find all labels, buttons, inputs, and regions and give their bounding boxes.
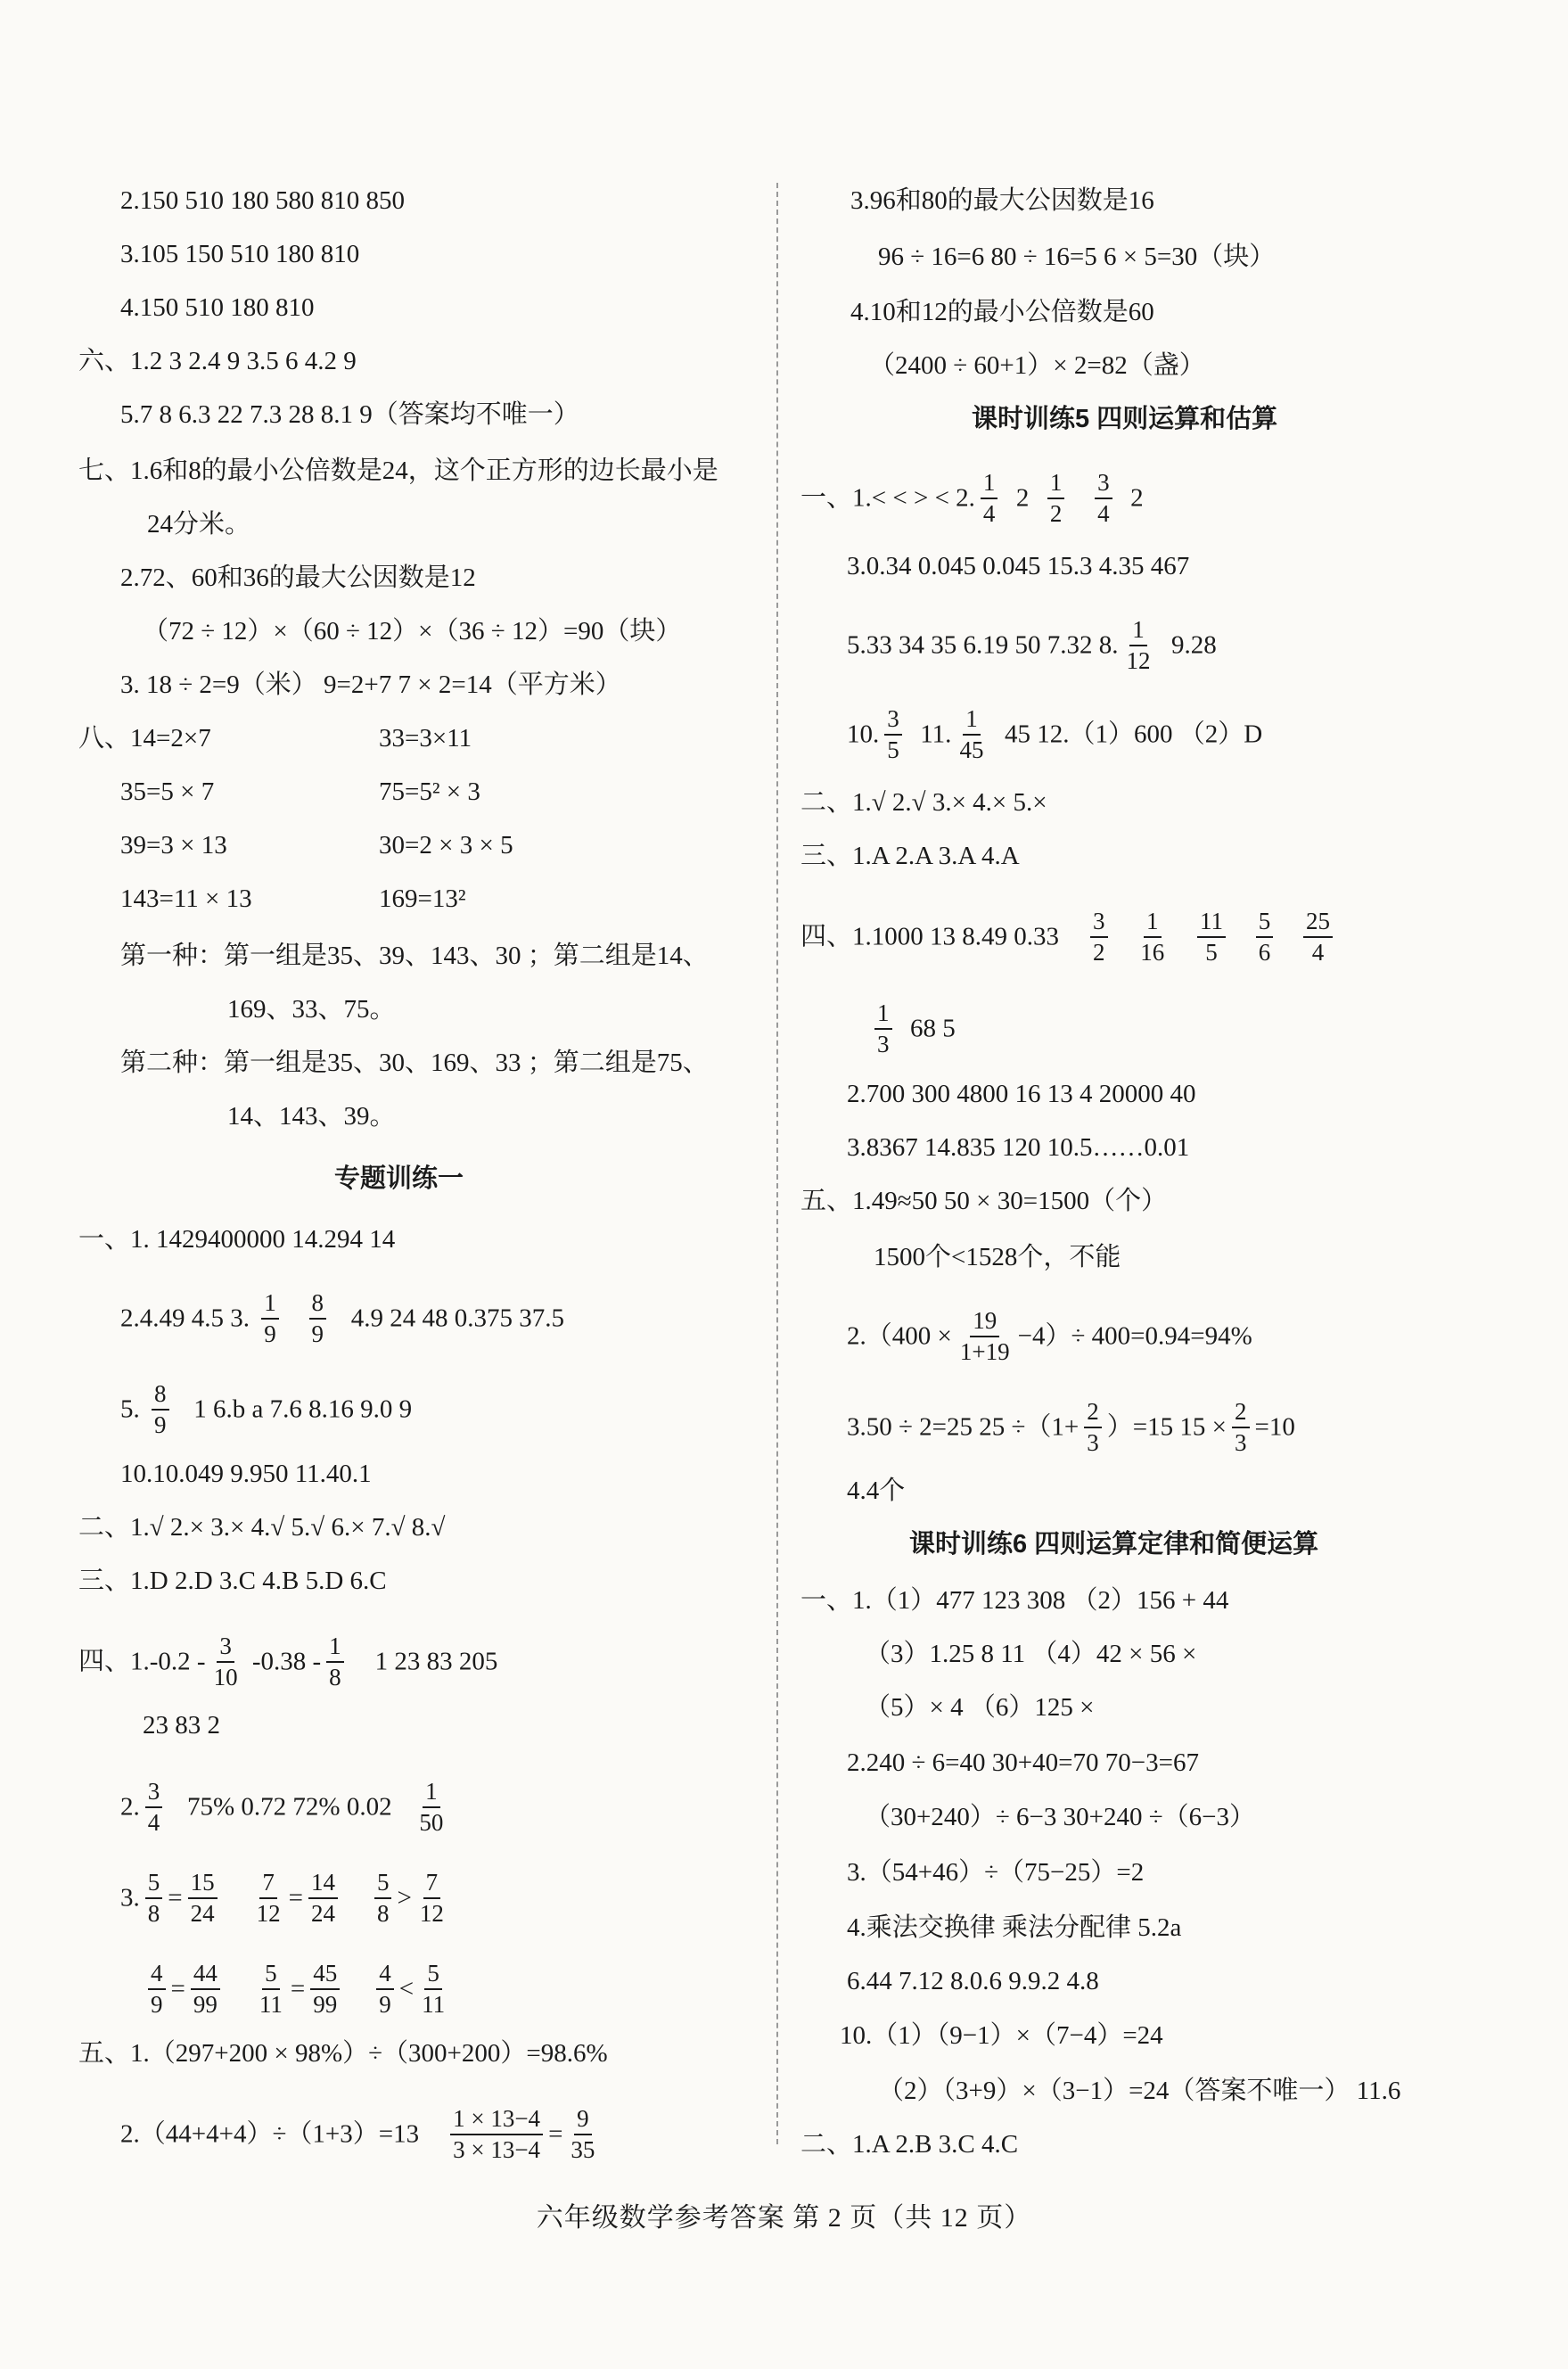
answer-line: （3）1.25 8 11 （4）42 × 56 × [865, 1640, 1197, 1668]
answer-line: 2.700 300 4800 16 13 4 20000 40 [847, 1080, 1196, 1108]
fraction: $\frac{11}{5}$ [1197, 909, 1226, 965]
answer-line: 三、1.D 2.D 3.C 4.B 5.D 6.C [78, 1567, 387, 1595]
fraction: $\frac{5}{11}$ [259, 1960, 283, 2018]
fraction: $\frac{4}{9}$ [376, 1962, 394, 2017]
fraction: $\frac{7}{12}$ [419, 1869, 444, 1927]
answer-line: 3. 18 ÷ 2=9（米） 9=2+7 7 × 2=14（平方米） [120, 670, 621, 699]
answer-line: 23 83 2 [143, 1711, 220, 1740]
section-heading: 课时训练6 四则运算定律和简便运算 [909, 1530, 1319, 1559]
answer-line: 30=2 × 3 × 5 [379, 831, 513, 860]
fraction: $\frac{1}{45}$ [959, 705, 984, 763]
answer-line: 4.4个 [847, 1477, 906, 1505]
answer-line: 5. $\frac{8}{9}$ 1 6.b a 7.6 8.16 9.0 9 [120, 1380, 413, 1438]
answer-line: 三、1.A 2.A 3.A 4.A [800, 842, 1020, 870]
column-divider [776, 183, 778, 2144]
answer-line: 5.7 8 6.3 22 7.3 28 8.1 9（答案均不唯一） [120, 400, 579, 429]
fraction: $\frac{1}{50}$ [419, 1778, 444, 1836]
fraction: $\frac{5}{6}$ [1256, 909, 1274, 965]
section-heading: 专题训练一 [334, 1164, 464, 1193]
fraction: $\frac{9}{35}$ [571, 2105, 595, 2163]
fraction: $\frac{4}{9}$ [148, 1962, 166, 2017]
answer-line: $\frac{4}{9}$ = $\frac{44}{99}$ $\frac{5}{11}$ = $\frac{45}{99}$ $\frac{4}{9}$ < $\frac{5}{11}$ [143, 1963, 453, 2019]
answer-line: 二、1.A 2.B 3.C 4.C [800, 2130, 1019, 2159]
answer-line: 第二种：第一组是35、30、169、33 ；第二组是75、 [120, 1049, 709, 1077]
answer-line: 33=3×11 [379, 724, 472, 753]
section-heading: 课时训练5 四则运算和估算 [972, 405, 1278, 433]
answer-line: 五、1.49≈50 50 × 30=1500（个） [800, 1187, 1168, 1215]
answer-line: 2.240 ÷ 6=40 30+40=70 70−3=67 [847, 1748, 1199, 1777]
answer-line: 2.（44+4+4）÷（1+3）=13 $\frac{1 \times 13-4}{3 \times 13-4}$ = $\frac{9}{35}$ [120, 2109, 603, 2164]
answer-line: 3.50 ÷ 2=25 25 ÷（1+ $\frac{2}{3}$ ）=15 15 × $\frac{2}{3}$ =10 [847, 1398, 1295, 1456]
answer-line: （2400 ÷ 60+1）× 2=82（盏） [869, 351, 1205, 380]
fraction: $\frac{44}{99}$ [191, 1962, 220, 2017]
fraction: $\frac{1}{4}$ [981, 471, 998, 526]
fraction: $\frac{8}{9}$ [152, 1382, 169, 1437]
answer-line: 6.44 7.12 8.0.6 9.9.2 4.8 [847, 1967, 1099, 1995]
fraction: $\frac{3}{4}$ [145, 1780, 163, 1835]
fraction: $\frac{45}{99}$ [310, 1962, 340, 2017]
fraction: $\frac{15}{24}$ [188, 1871, 218, 1926]
fraction: $\frac{25}{4}$ [1303, 909, 1333, 965]
fraction: $\frac{3}{4}$ [1095, 471, 1112, 526]
fraction: $\frac{19}{1+19}$ [959, 1307, 1010, 1365]
answer-line: 四、1.-0.2 - $\frac{3}{10}$ -0.38 - $\frac{1}{8}$ 1 23 83 205 [78, 1633, 498, 1690]
answer-line: 3.8367 14.835 120 10.5……0.01 [847, 1133, 1190, 1162]
answer-line: 第一种：第一组是35、39、143、30 ；第二组是14、 [120, 942, 709, 970]
fraction: $\frac{1}{12}$ [1126, 616, 1151, 674]
fraction: $\frac{1}{16}$ [1140, 908, 1165, 966]
answer-line: 一、1.< < > < 2. $\frac{1}{4}$ 2 $\frac{1}{2}$ $\frac{3}{4}$ 2 [800, 469, 1144, 527]
answer-line: 六、1.2 3 2.4 9 3.5 6 4.2 9 [78, 347, 357, 375]
answer-line: 169=13² [379, 884, 466, 913]
answer-line: （2）（3+9）×（3−1）=24（答案不唯一） 11.6 [878, 2077, 1401, 2105]
answer-line: 143=11 × 13 [120, 884, 252, 913]
answer-line: 3.105 150 510 180 810 [120, 240, 360, 268]
fraction: $\frac{2}{3}$ [1232, 1400, 1250, 1455]
fraction: $\frac{1}{8}$ [326, 1634, 344, 1690]
answer-line: 3.0.34 0.045 0.045 15.3 4.35 467 [847, 552, 1190, 580]
fraction: $\frac{3}{5}$ [884, 707, 902, 762]
answer-line: 24分米。 [147, 510, 251, 539]
answer-line: 3.96和80的最大公因数是16 [850, 186, 1154, 215]
answer-line: 75=5² × 3 [379, 777, 480, 806]
fraction: $\frac{2}{3}$ [1084, 1400, 1102, 1455]
fraction: $\frac{1}{3}$ [874, 1001, 892, 1057]
answer-line: 10. $\frac{3}{5}$ 11. $\frac{1}{45}$ 45 12.（1）600 （2）D [847, 705, 1263, 763]
answer-line: （30+240）÷ 6−3 30+240 ÷（6−3） [865, 1803, 1256, 1831]
answer-line: 一、1.（1）477 123 308 （2）156 + 44 [800, 1586, 1229, 1615]
answer-line: 5.33 34 35 6.19 50 7.32 8. $\frac{1}{12}$ 9.28 [847, 616, 1217, 674]
answer-line: 35=5 × 7 [120, 777, 215, 806]
page-footer: 六年级数学参考答案 第 2 页（共 12 页） [536, 2203, 1032, 2233]
answer-line: 2.72、60和36的最大公因数是12 [120, 563, 476, 592]
answer-line: 10.（1）（9−1）×（7−4）=24 [840, 2021, 1163, 2050]
answer-line: 96 ÷ 16=6 80 ÷ 16=5 6 × 5=30（块） [878, 243, 1276, 271]
answer-line: 2. $\frac{3}{4}$ 75% 0.72 72% 0.02 $\frac{1}{50}$ [120, 1781, 451, 1837]
answer-line: 二、1.√ 2.√ 3.× 4.× 5.× [800, 788, 1047, 817]
answer-line: 3. $\frac{5}{8}$ = $\frac{15}{24}$ $\frac{7}{12}$ = $\frac{14}{24}$ $\frac{5}{8}$ > $\frac{7}{12}$ [120, 1872, 452, 1928]
answer-line: 2.4.49 4.5 3. $\frac{1}{9}$ $\frac{8}{9}$ 4.9 24 48 0.375 37.5 [120, 1289, 564, 1347]
answer-line: 2.150 510 180 580 810 850 [120, 186, 405, 215]
fraction: $\frac{7}{12}$ [256, 1869, 281, 1927]
answer-line: 二、1.√ 2.× 3.× 4.√ 5.√ 6.× 7.√ 8.√ [78, 1513, 446, 1542]
answer-line: $\frac{1}{3}$ 68 5 [869, 1003, 956, 1058]
answer-line: 四、1.1000 13 8.49 0.33 $\frac{3}{2}$ $\frac{1}{16}$ $\frac{11}{5}$ $\frac{5}{6}$ $\frac{25}{4}$ [800, 911, 1338, 967]
answer-line: （5）× 4 （6）125 × [865, 1693, 1095, 1722]
fraction: $\frac{1 \times 13-4}{3 \times 13-4}$ [450, 2107, 543, 2162]
fraction: $\frac{1}{2}$ [1047, 471, 1065, 526]
fraction: $\frac{5}{8}$ [145, 1871, 163, 1926]
answer-line: 七、1.6和8的最小公倍数是24，这个正方形的边长最小是 [78, 457, 718, 485]
fraction: $\frac{5}{11}$ [422, 1960, 446, 2018]
answer-line: 39=3 × 13 [120, 831, 227, 860]
answer-line: 1500个<1528个，不能 [874, 1243, 1121, 1271]
answer-line: 一、1. 1429400000 14.294 14 [78, 1225, 396, 1254]
answer-line: 4.10和12的最小公倍数是60 [850, 298, 1154, 326]
answer-line: 10.10.049 9.950 11.40.1 [120, 1460, 372, 1488]
fraction: $\frac{3}{2}$ [1090, 909, 1108, 965]
answer-line: 169、33、75。 [227, 995, 396, 1024]
answer-line: 五、1.（297+200 × 98%）÷（300+200）=98.6% [78, 2039, 608, 2068]
answer-line: （72 ÷ 12）×（60 ÷ 12）×（36 ÷ 12）=90（块） [143, 617, 682, 646]
fraction: $\frac{8}{9}$ [309, 1291, 327, 1346]
fraction: $\frac{1}{9}$ [261, 1291, 279, 1346]
answer-line: 4.乘法交换律 乘法分配律 5.2a [847, 1913, 1182, 1942]
answer-line: 3.（54+46）÷（75−25）=2 [847, 1858, 1145, 1887]
answer-line: 4.150 510 180 810 [120, 293, 315, 322]
fraction: $\frac{3}{10}$ [213, 1633, 238, 1690]
fraction: $\frac{14}{24}$ [308, 1871, 338, 1926]
answer-line: 2.（400 × $\frac{19}{1+19}$ −4）÷ 400=0.94=94% [847, 1307, 1252, 1365]
answer-line: 14、143、39。 [227, 1102, 396, 1131]
answer-line: 八、14=2×7 [78, 724, 211, 753]
fraction: $\frac{5}{8}$ [374, 1871, 392, 1926]
